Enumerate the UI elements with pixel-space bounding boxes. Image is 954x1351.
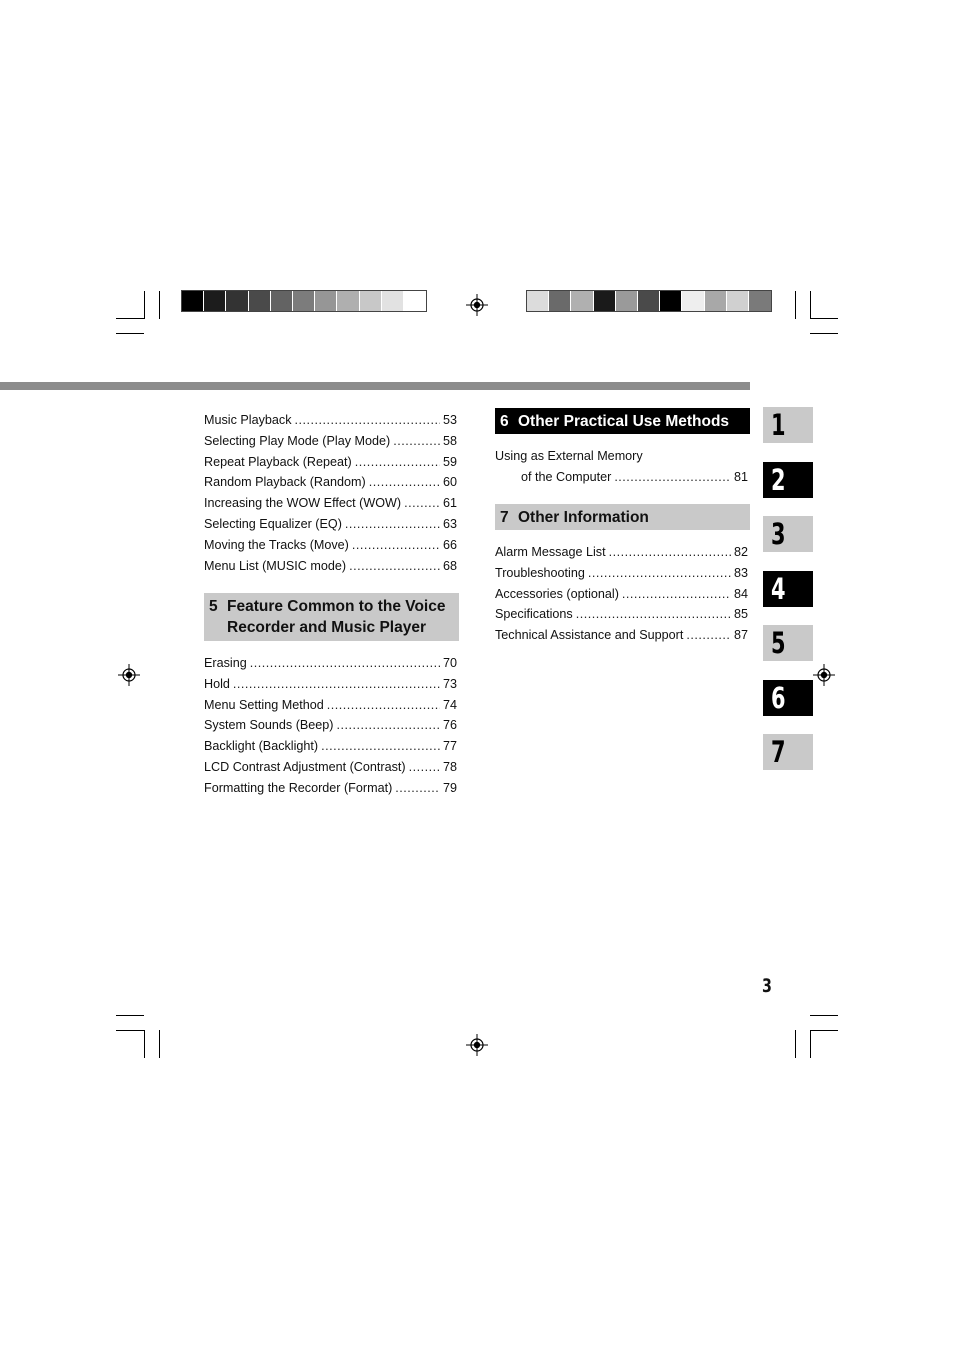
registration-mark-icon — [813, 664, 835, 686]
toc-entry-title: Moving the Tracks (Move) — [204, 537, 349, 552]
toc-entry[interactable] — [204, 778, 457, 799]
toc-entry-title: Music Playback — [204, 413, 292, 427]
crop-mark — [810, 291, 811, 319]
toc-entry-title: Random Playback (Random) — [204, 475, 366, 490]
section-title-line2: Recorder and Music Player — [227, 619, 426, 636]
toc-entry[interactable] — [204, 431, 457, 452]
toc-entry-page: 84 — [733, 586, 748, 601]
color-swatch — [315, 291, 337, 311]
toc-entry-page: 76 — [442, 718, 457, 733]
color-swatch — [616, 291, 638, 311]
toc-entry[interactable] — [495, 604, 748, 625]
toc-entry[interactable] — [204, 452, 457, 473]
toc-entry-title: Backlight (Backlight) — [204, 739, 319, 754]
registration-mark-icon — [466, 294, 488, 316]
crop-mark — [116, 318, 144, 319]
toc-entry-page: 74 — [442, 697, 457, 712]
toc-entry-page: 53 — [442, 413, 457, 427]
toc-entry-title: Using as External Memory — [495, 449, 643, 463]
toc-entry-title: Increasing the WOW Effect (WOW) — [204, 496, 402, 511]
toc-entry-title: Selecting Equalizer (EQ) — [204, 516, 342, 531]
toc-list-music — [204, 410, 457, 576]
toc-entry-page: 82 — [733, 545, 748, 559]
toc-entry-title: of the Computer — [521, 469, 612, 484]
chapter-tab-1[interactable]: 1 — [763, 407, 813, 443]
crop-mark — [810, 1015, 838, 1016]
toc-entry[interactable] — [495, 584, 748, 605]
toc-entry-page: 70 — [442, 656, 457, 670]
crop-mark — [795, 291, 796, 319]
toc-entry[interactable] — [204, 715, 457, 736]
toc-entry-title: Accessories (optional) — [495, 586, 619, 601]
crop-mark — [159, 291, 160, 319]
crop-mark — [159, 1030, 160, 1058]
header-rule — [0, 382, 750, 390]
toc-entry[interactable] — [204, 674, 457, 695]
toc-entry-title: Erasing — [204, 656, 247, 670]
section-number: 5 — [209, 598, 218, 615]
color-swatch — [293, 291, 315, 311]
toc-entry-page: 63 — [442, 516, 457, 531]
toc-entry-title: Menu List (MUSIC mode) — [204, 558, 347, 573]
chapter-tab-7[interactable]: 7 — [763, 734, 813, 770]
toc-entry-page: 59 — [442, 454, 457, 469]
toc-list-information — [495, 542, 748, 646]
chapter-tab-4[interactable]: 4 — [763, 571, 813, 607]
section-title: Other Information — [518, 508, 649, 526]
section-5-heading — [204, 593, 459, 641]
color-swatch — [638, 291, 660, 311]
toc-entry[interactable] — [204, 556, 457, 577]
color-swatch — [749, 291, 771, 311]
toc-entry-title: Formatting the Recorder (Format) — [204, 780, 393, 795]
registration-mark-icon — [118, 664, 140, 686]
color-swatch — [727, 291, 749, 311]
crop-mark — [810, 1030, 838, 1031]
toc-entry[interactable] — [204, 472, 457, 493]
color-swatch — [271, 291, 293, 311]
chapter-tab-6[interactable]: 6 — [763, 680, 813, 716]
crop-mark — [810, 318, 838, 319]
toc-entry-page: 68 — [442, 558, 457, 573]
color-swatch — [204, 291, 226, 311]
section-number: 6 — [500, 412, 509, 430]
toc-entry-title: Troubleshooting — [495, 565, 585, 580]
toc-entry[interactable] — [204, 653, 457, 674]
toc-entry-title: Hold — [204, 676, 230, 691]
toc-entry-page: 78 — [442, 759, 457, 774]
crop-mark — [116, 1030, 144, 1031]
toc-entry-page: 77 — [442, 739, 457, 754]
toc-entry-title: Menu Setting Method — [204, 697, 324, 712]
toc-entry-page: 60 — [442, 475, 457, 490]
toc-entry[interactable] — [495, 563, 748, 584]
toc-entry-page: 61 — [442, 496, 457, 511]
toc-entry-page: 85 — [733, 607, 748, 622]
toc-entry[interactable] — [204, 736, 457, 757]
color-swatch — [549, 291, 571, 311]
color-swatch — [705, 291, 727, 311]
toc-entry-page: 66 — [442, 537, 457, 552]
toc-entry-title: Alarm Message List — [495, 545, 606, 559]
crop-mark — [795, 1030, 796, 1058]
section-7-heading — [495, 504, 750, 530]
toc-entry[interactable] — [495, 467, 748, 488]
color-swatch — [527, 291, 549, 311]
toc-entry-page: 81 — [733, 469, 748, 484]
color-swatch — [337, 291, 359, 311]
toc-entry-page: 83 — [733, 565, 748, 580]
toc-entry-title: Technical Assistance and Support — [495, 628, 684, 643]
toc-entry[interactable] — [204, 757, 457, 778]
color-swatch — [594, 291, 616, 311]
toc-entry-title: Specifications — [495, 607, 573, 622]
toc-entry-title: System Sounds (Beep) — [204, 718, 334, 733]
color-swatch — [226, 291, 248, 311]
crop-mark — [116, 1015, 144, 1016]
color-bar-right — [526, 290, 772, 312]
section-number: 7 — [500, 508, 509, 526]
color-swatch — [404, 291, 426, 311]
toc-entry-page: 79 — [442, 780, 457, 795]
toc-entry-title: Repeat Playback (Repeat) — [204, 454, 352, 469]
crop-mark — [116, 333, 144, 334]
color-swatch — [249, 291, 271, 311]
color-swatch — [382, 291, 404, 311]
color-bar-left — [181, 290, 427, 312]
color-swatch — [360, 291, 382, 311]
toc-entry[interactable] — [495, 542, 748, 563]
section-title-line1: Feature Common to the Voice — [227, 598, 446, 615]
section-title: Other Practical Use Methods — [518, 412, 730, 430]
toc-entry-page: 58 — [442, 433, 457, 448]
toc-entry-title: LCD Contrast Adjustment (Contrast) — [204, 759, 406, 774]
toc-list-common — [204, 653, 457, 799]
chapter-tab-3[interactable]: 3 — [763, 516, 813, 552]
toc-entry[interactable] — [204, 514, 457, 535]
color-swatch — [682, 291, 704, 311]
registration-mark-icon — [466, 1034, 488, 1056]
crop-mark — [144, 1030, 145, 1058]
toc-entry[interactable] — [204, 695, 457, 716]
toc-entry[interactable] — [495, 625, 748, 646]
toc-entry[interactable] — [495, 446, 748, 467]
chapter-tab-5[interactable]: 5 — [763, 625, 813, 661]
color-swatch — [571, 291, 593, 311]
page-number: 3 — [762, 975, 772, 997]
color-swatch — [182, 291, 204, 311]
chapter-tab-2[interactable]: 2 — [763, 462, 813, 498]
toc-list-practical — [495, 446, 748, 488]
crop-mark — [144, 291, 145, 319]
toc-entry[interactable] — [204, 410, 457, 431]
crop-mark — [810, 333, 838, 334]
toc-entry[interactable] — [204, 535, 457, 556]
toc-entry-page: 73 — [442, 676, 457, 691]
toc-entry-page: 87 — [733, 628, 748, 643]
color-swatch — [660, 291, 682, 311]
crop-mark — [810, 1030, 811, 1058]
toc-entry[interactable] — [204, 493, 457, 514]
toc-entry-title: Selecting Play Mode (Play Mode) — [204, 433, 391, 448]
section-6-heading — [495, 408, 750, 434]
